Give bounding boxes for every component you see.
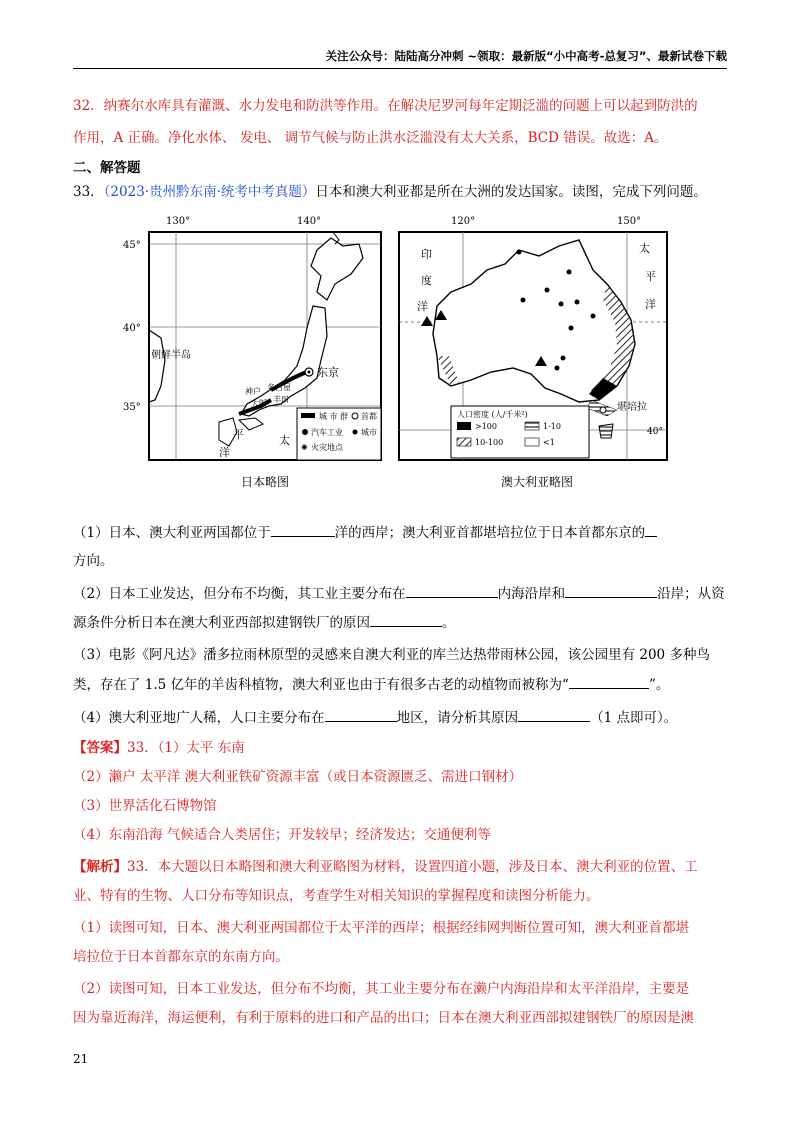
australia-map — [399, 216, 667, 489]
q4-text-a: （4）澳大利亚地广人稀，人口主要分布在 — [73, 710, 325, 726]
jp-legend-4-mark: ✺ — [301, 443, 308, 452]
jp-ocean-3: 洋 — [219, 446, 230, 459]
au-lon-120: 120° — [451, 216, 476, 227]
q1-text-a: （1）日本、澳大利亚两国都位于 — [73, 525, 271, 541]
q1-line1 — [73, 522, 727, 543]
q32-line1: 32．纳赛尔水库具有灌溉、水力发电和防洪等作用。在解决尼罗河每年定期泛滥的问题上可以起到防洪的 — [73, 98, 698, 114]
analysis-line1 — [73, 857, 727, 877]
analysis-line6: 因为靠近海洋，海运便利，有利于原料的进口和产品的出口；日本在澳大利亚西部拟建钢铁厂的原因是澳 — [73, 1010, 694, 1026]
q3-line1: （3）电影《阿凡达》潘多拉雨林原型的灵感来自澳大利亚的库兰达热带雨林公园，该公园里有 200 多种鸟 — [73, 647, 710, 663]
au-legend-3: <1 — [543, 438, 555, 447]
q2-text-b: 内海沿岸和 — [497, 586, 566, 602]
q1-text-b: 洋的西岸；澳大利亚首都堪培拉位于日本首都东京的 — [334, 525, 646, 541]
osaka-label: 大阪 — [251, 399, 267, 408]
q2-blank-3 — [370, 612, 442, 627]
jp-legend-4: 火灾地点 — [311, 443, 343, 452]
q2-text-e: 。 — [442, 615, 456, 631]
au-legend-title: 人口密度 (人/千米²) — [457, 410, 528, 419]
jp-lat-45: 45° — [123, 240, 141, 251]
answer-line3: （3）世界活化石博物馆 — [73, 798, 217, 814]
q33-number: 33． — [73, 184, 104, 200]
answer-label: 【答案】 — [73, 740, 127, 756]
analysis-line2: 业、特有的生物、人口分布等知识点，考查学生对相关知识的掌握程度和读图分析能力。 — [73, 888, 600, 904]
maps-figure — [121, 210, 673, 500]
australia-caption: 澳大利亚略图 — [501, 475, 574, 489]
kobe-label: 神户 — [245, 387, 261, 396]
answer-line2: （2）濑户 太平洋 澳大利亚铁矿资源丰富（或日本资源匮乏、需进口钢材） — [73, 769, 523, 785]
japan-map — [123, 216, 381, 489]
q33-stem-text: 日本和澳大利亚都是所在大洲的发达国家。读图，完成下列问题。 — [315, 184, 707, 200]
q2-blank-2 — [565, 583, 657, 598]
analysis-line5: （2）读图可知，日本工业发达，但分布不均衡，其工业主要分布在濑户内海沿岸和太平洋沿岸，主要是 — [73, 981, 690, 997]
q2-text-c: 沿岸；从资 — [657, 586, 725, 602]
jp-lat-40: 40° — [123, 323, 141, 334]
answer-line1 — [73, 738, 727, 758]
au-ocean-w-1: 印 — [421, 248, 432, 261]
q1-blank-2 — [645, 522, 657, 537]
q3-text-c: ”。 — [648, 677, 670, 693]
au-ocean-e-2: 平 — [645, 270, 656, 283]
q4-text-b: 地区，请分析其原因 — [396, 710, 519, 726]
page-header: 关注公众号：陆陆高分冲刺 ~领取：最新版“小中高考-总复习”、最新试卷下载 — [325, 49, 727, 63]
jp-ocean-2: 平 — [233, 428, 244, 441]
au-lon-150: 150° — [617, 216, 642, 227]
analysis-text-1: 33．本大题以日本略图和澳大利亚略图为材料，设置四道小题，涉及日本、澳大利亚的位置、工 — [127, 859, 698, 875]
au-legend-0: >100 — [475, 422, 497, 431]
q3-text-b: 类，存在了 1.5 亿年的羊齿科植物，澳大利亚也由于有很多古老的动植物而被称为“ — [73, 677, 569, 693]
au-lat-40: 40° — [647, 427, 663, 437]
answer-line4: （4）东南沿海 气候适合人类居住；开发较早；经济发达；交通便利等 — [73, 827, 491, 843]
toyota-label: 丰田 — [273, 395, 289, 404]
q3-blank — [569, 674, 649, 689]
q2-text-d: 源条件分析日本在澳大利亚西部拟建钢铁厂的原因 — [73, 615, 370, 631]
au-ocean-e-3: 洋 — [645, 298, 656, 311]
korea-label: 朝鲜半岛 — [151, 350, 191, 361]
jp-legend-2: 汽车工业 — [311, 428, 343, 437]
q33-stem — [73, 182, 727, 202]
q4-blank-2 — [518, 707, 590, 722]
page-number: 21 — [73, 1052, 89, 1066]
jp-legend-1: 首都 — [361, 412, 377, 421]
q2-line2 — [73, 612, 727, 633]
analysis-line4: 培拉位于日本首都东京的东南方向。 — [73, 949, 289, 965]
au-legend-1: 1-10 — [543, 422, 561, 431]
q2-text-a: （2）日本工业发达，但分布不均衡，其工业主要分布在 — [73, 586, 406, 602]
section-title: 二、解答题 — [73, 160, 141, 176]
jp-lat-35: 35° — [123, 402, 141, 413]
jp-legend-3: 城市 — [361, 428, 377, 437]
jp-ocean-1: 太 — [279, 434, 290, 447]
analysis-line3: （1）读图可知，日本、澳大利亚两国都位于太平洋的西岸；根据经纬网判断位置可知，澳大利亚首都堪 — [73, 920, 690, 936]
tokyo-label: 东京 — [317, 366, 339, 379]
q4-text-c: （1 点即可）。 — [590, 710, 678, 726]
header-divider — [73, 68, 727, 69]
nagoya-label: 名古屋 — [267, 383, 291, 392]
q4-line — [73, 707, 727, 728]
au-legend-2: 10-100 — [475, 438, 504, 447]
jp-lon-130: 130° — [166, 216, 191, 227]
au-ocean-w-2: 度 — [421, 274, 432, 287]
canberra-label: 堪培拉 — [617, 402, 647, 413]
au-ocean-w-3: 洋 — [417, 300, 428, 313]
q3-line2 — [73, 674, 727, 695]
analysis-label: 【解析】 — [73, 859, 127, 875]
q2-line1 — [73, 583, 727, 604]
answer-text-1: 33．（1）太平 东南 — [127, 740, 245, 756]
jp-lon-140: 140° — [297, 216, 322, 227]
q1-line2: 方向。 — [73, 553, 114, 569]
q32-line2: 作用，A 正确。净化水体、 发电、 调节气候与防止洪水泛滥没有太大关系，BCD 错误。故选：A。 — [73, 130, 668, 146]
q1-blank-1 — [271, 522, 335, 537]
au-ocean-e-1: 太 — [639, 242, 650, 255]
q33-source: （2023·贵州黔东南·统考中考真题） — [103, 184, 316, 200]
jp-legend-0: 城 市 群 — [319, 412, 349, 421]
q2-blank-1 — [406, 583, 498, 598]
japan-caption: 日本略图 — [241, 475, 290, 489]
q4-blank-1 — [325, 707, 397, 722]
